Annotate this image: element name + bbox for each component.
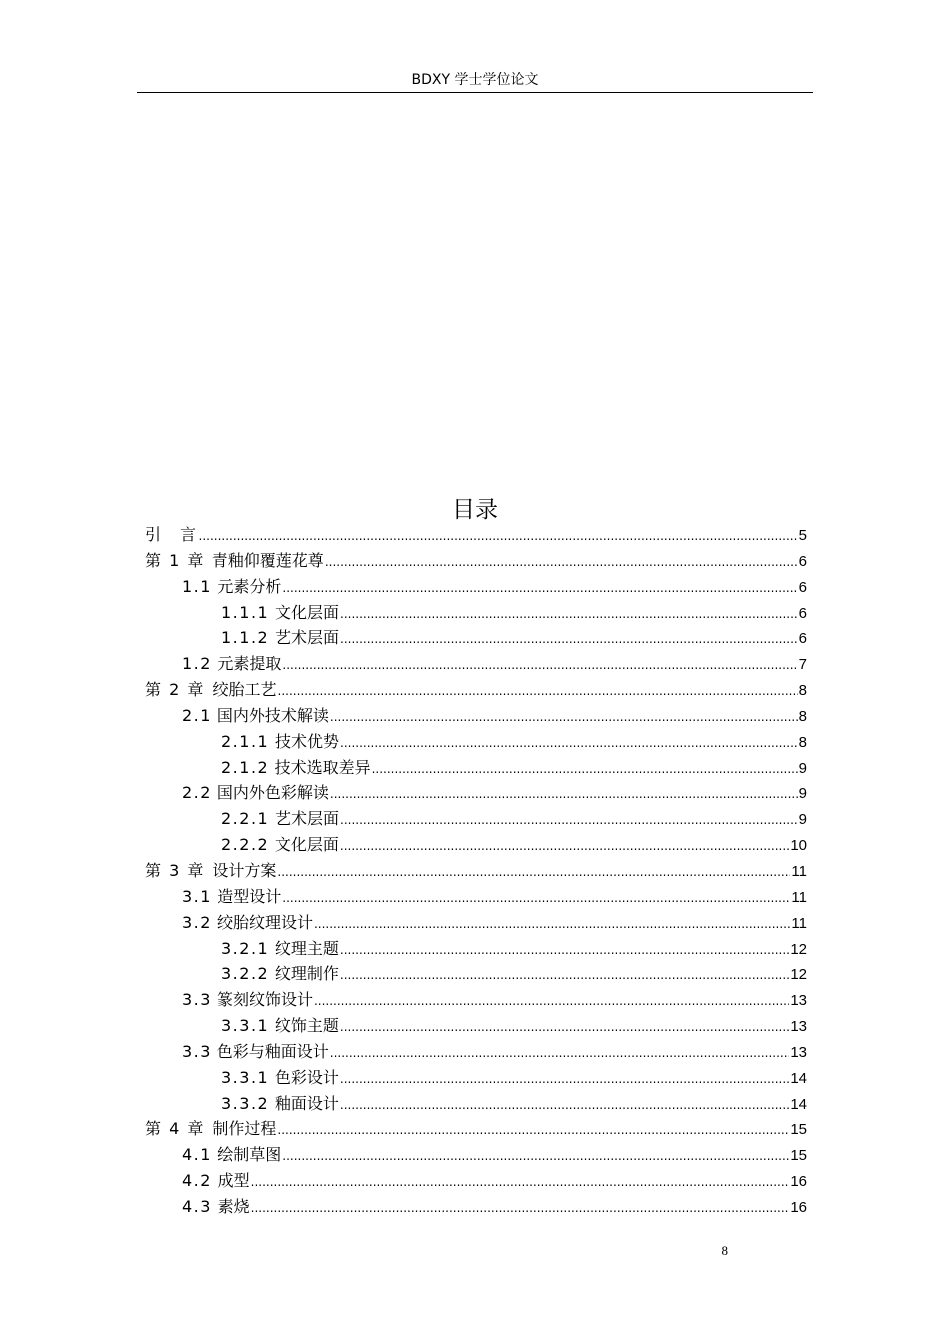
- toc-entry-title: 文化层面: [274, 835, 339, 855]
- toc-entry[interactable]: [145, 1116, 807, 1142]
- toc-dot-leader: [340, 834, 789, 859]
- toc-dot-leader: [199, 524, 798, 549]
- toc-entry-page: 11: [791, 862, 807, 880]
- toc-entry-number: 2.2.1: [221, 809, 270, 829]
- toc-entry-page: 9: [798, 759, 807, 777]
- toc-entry-number: 2.1.1: [221, 731, 270, 751]
- toc-dot-leader: [282, 576, 797, 601]
- toc-entry-number: 2.1.2: [221, 757, 270, 777]
- toc-entry-title: 国内外技术解读: [216, 705, 329, 725]
- toc-entry-number: 3.3.1: [221, 1016, 270, 1036]
- toc-dot-leader: [277, 860, 790, 885]
- toc-entry-number: 1.1.2: [221, 628, 270, 648]
- toc-entry[interactable]: [145, 755, 807, 781]
- toc-entry-title: 技术选取差异: [274, 757, 371, 777]
- page-number: 8: [721, 1243, 728, 1258]
- toc-entry-title: 国内外色彩解读: [216, 783, 329, 803]
- toc-entry-title: 青釉仰覆莲花尊: [211, 550, 324, 570]
- toc-entry[interactable]: [145, 625, 807, 651]
- toc-entry[interactable]: [145, 1194, 807, 1220]
- toc-dot-leader: [372, 757, 798, 782]
- toc-entry-number: 1.1.1: [221, 602, 270, 622]
- toc-entry[interactable]: [145, 806, 807, 832]
- toc-entry[interactable]: [145, 574, 807, 600]
- toc-entry-title: 绞胎工艺: [212, 680, 277, 700]
- toc-dot-leader: [340, 808, 798, 833]
- toc-entry-page: 13: [790, 1043, 807, 1061]
- toc-entry[interactable]: [145, 910, 807, 936]
- toc-entry-title: 成型: [217, 1171, 250, 1191]
- toc-entry-title: 设计方案: [212, 860, 277, 880]
- toc-entry-title: 纹饰主题: [274, 1016, 339, 1036]
- toc-dot-leader: [282, 1144, 789, 1169]
- toc-entry-number: 3.2: [182, 912, 212, 932]
- toc-entry-number: 3.2.1: [221, 938, 270, 958]
- toc-dot-leader: [340, 1015, 789, 1040]
- toc-entry-number: 4.1: [182, 1145, 212, 1165]
- toc-dot-leader: [278, 679, 798, 704]
- toc-entry-title: 篆刻纹饰设计: [216, 990, 313, 1010]
- toc-entry-title: 色彩与釉面设计: [216, 1041, 329, 1061]
- toc-entry-number: 2.2: [182, 783, 212, 803]
- toc-entry[interactable]: [145, 522, 807, 548]
- toc-entry-page: 16: [790, 1198, 807, 1216]
- toc-dot-leader: [340, 1067, 789, 1092]
- toc-dot-leader: [325, 550, 798, 575]
- toc-entry-page: 9: [798, 811, 807, 829]
- toc-entry-number: 3.3.2: [221, 1093, 270, 1113]
- toc-entry-page: 15: [790, 1147, 807, 1165]
- toc-dot-leader: [330, 1041, 790, 1066]
- toc-entry-title: 素烧: [217, 1196, 250, 1216]
- toc-entry[interactable]: [145, 1091, 807, 1117]
- toc-entry[interactable]: [145, 729, 807, 755]
- toc-dot-leader: [314, 912, 790, 937]
- toc-entry-title: 技术优势: [274, 731, 339, 751]
- toc-entry-page: 8: [798, 682, 807, 700]
- toc-entry-number: 3.3: [182, 990, 212, 1010]
- toc-entry[interactable]: [145, 1142, 807, 1168]
- toc-entry-page: 6: [798, 578, 807, 596]
- page-header: BDXY 学士学位论文: [411, 72, 539, 88]
- toc-entry-page: 14: [790, 1095, 807, 1113]
- toc-entry-number: 4.3: [182, 1196, 212, 1216]
- toc-entry-page: 5: [798, 527, 807, 544]
- toc-dot-leader: [330, 705, 798, 730]
- toc-entry-page: 11: [791, 914, 807, 932]
- toc-entry[interactable]: [145, 1013, 807, 1039]
- toc-entry-page: 14: [790, 1069, 807, 1087]
- toc-entry-page: 13: [790, 992, 807, 1010]
- toc-entry-page: 15: [790, 1121, 807, 1139]
- toc-entry-page: 12: [790, 940, 807, 958]
- toc-entry-number: 3.3.1: [221, 1067, 270, 1087]
- toc-dot-leader: [330, 782, 798, 807]
- toc-entry-number: 1.1: [182, 576, 212, 596]
- toc-entry-number: 3.2.2: [221, 964, 270, 984]
- toc-entry[interactable]: [145, 1065, 807, 1091]
- toc-dot-leader: [277, 1118, 789, 1143]
- toc-entry-number: 4.2: [182, 1171, 212, 1191]
- toc-dot-leader: [282, 653, 797, 678]
- toc-entry-title: 造型设计: [217, 886, 282, 906]
- toc-title: 目录: [452, 497, 498, 523]
- toc-entry[interactable]: [145, 936, 807, 962]
- header-rule: [137, 92, 813, 93]
- toc-entry-title: 色彩设计: [274, 1067, 339, 1087]
- toc-entry-title: 纹理制作: [274, 964, 339, 984]
- toc-dot-leader: [340, 627, 798, 652]
- toc-dot-leader: [340, 1093, 789, 1118]
- toc-entry-number: 第 3 章: [145, 860, 205, 880]
- toc-dot-leader: [251, 1170, 790, 1195]
- toc-entry-page: 10: [790, 837, 807, 855]
- toc-dot-leader: [340, 938, 789, 963]
- toc-entry[interactable]: [145, 548, 807, 574]
- toc-entry[interactable]: [145, 858, 807, 884]
- toc-entry-page: 13: [790, 1018, 807, 1036]
- toc-entry[interactable]: [145, 832, 807, 858]
- toc-entry[interactable]: [145, 651, 807, 677]
- toc-dot-leader: [340, 731, 798, 756]
- toc-entry-title: 制作过程: [212, 1119, 277, 1139]
- toc-entry-page: 11: [791, 888, 807, 906]
- toc-entry-number: 2.2.2: [221, 835, 270, 855]
- toc-entry-title: 艺术层面: [274, 809, 339, 829]
- toc-entry[interactable]: [145, 703, 807, 729]
- toc-entry-page: 6: [798, 552, 807, 570]
- toc-entry[interactable]: [145, 1168, 807, 1194]
- toc-entry-number: 第 2 章: [145, 680, 205, 700]
- toc-entry-title: 艺术层面: [274, 628, 339, 648]
- toc-entry-page: 6: [798, 604, 807, 622]
- toc-entry-title: 文化层面: [274, 602, 339, 622]
- toc-entry-title: 绞胎纹理设计: [216, 912, 313, 932]
- toc-entry-page: 9: [798, 785, 807, 803]
- toc-dot-leader: [282, 886, 790, 911]
- toc-entry-number: 引 言: [145, 525, 198, 544]
- toc-dot-leader: [314, 989, 789, 1014]
- toc-entry-title: 元素提取: [217, 654, 282, 674]
- toc-dot-leader: [340, 602, 798, 627]
- toc-entry-number: 第 4 章: [145, 1119, 205, 1139]
- toc-entry[interactable]: [145, 987, 807, 1013]
- toc-entry-page: 6: [798, 630, 807, 648]
- toc-entry[interactable]: [145, 780, 807, 806]
- toc-entry-number: 3.1: [182, 886, 212, 906]
- toc-entry-page: 12: [790, 966, 807, 984]
- toc-dot-leader: [340, 963, 789, 988]
- toc-entry-title: 纹理主题: [274, 938, 339, 958]
- toc-entry[interactable]: [145, 677, 807, 703]
- toc-entry[interactable]: [145, 961, 807, 987]
- toc-entry[interactable]: [145, 884, 807, 910]
- toc-entry-title: 釉面设计: [274, 1093, 339, 1113]
- table-of-contents: [145, 522, 807, 1220]
- toc-entry[interactable]: [145, 1039, 807, 1065]
- toc-entry-page: 8: [798, 733, 807, 751]
- toc-entry-page: 7: [798, 656, 807, 674]
- toc-entry-number: 3.3: [182, 1041, 212, 1061]
- toc-dot-leader: [251, 1196, 790, 1221]
- toc-entry[interactable]: [145, 600, 807, 626]
- toc-entry-page: 8: [798, 707, 807, 725]
- toc-entry-number: 第 1 章: [145, 550, 205, 570]
- toc-entry-number: 2.1: [182, 705, 212, 725]
- toc-entry-number: 1.2: [182, 654, 212, 674]
- toc-entry-title: 元素分析: [217, 576, 282, 596]
- toc-entry-page: 16: [790, 1173, 807, 1191]
- toc-entry-title: 绘制草图: [217, 1145, 282, 1165]
